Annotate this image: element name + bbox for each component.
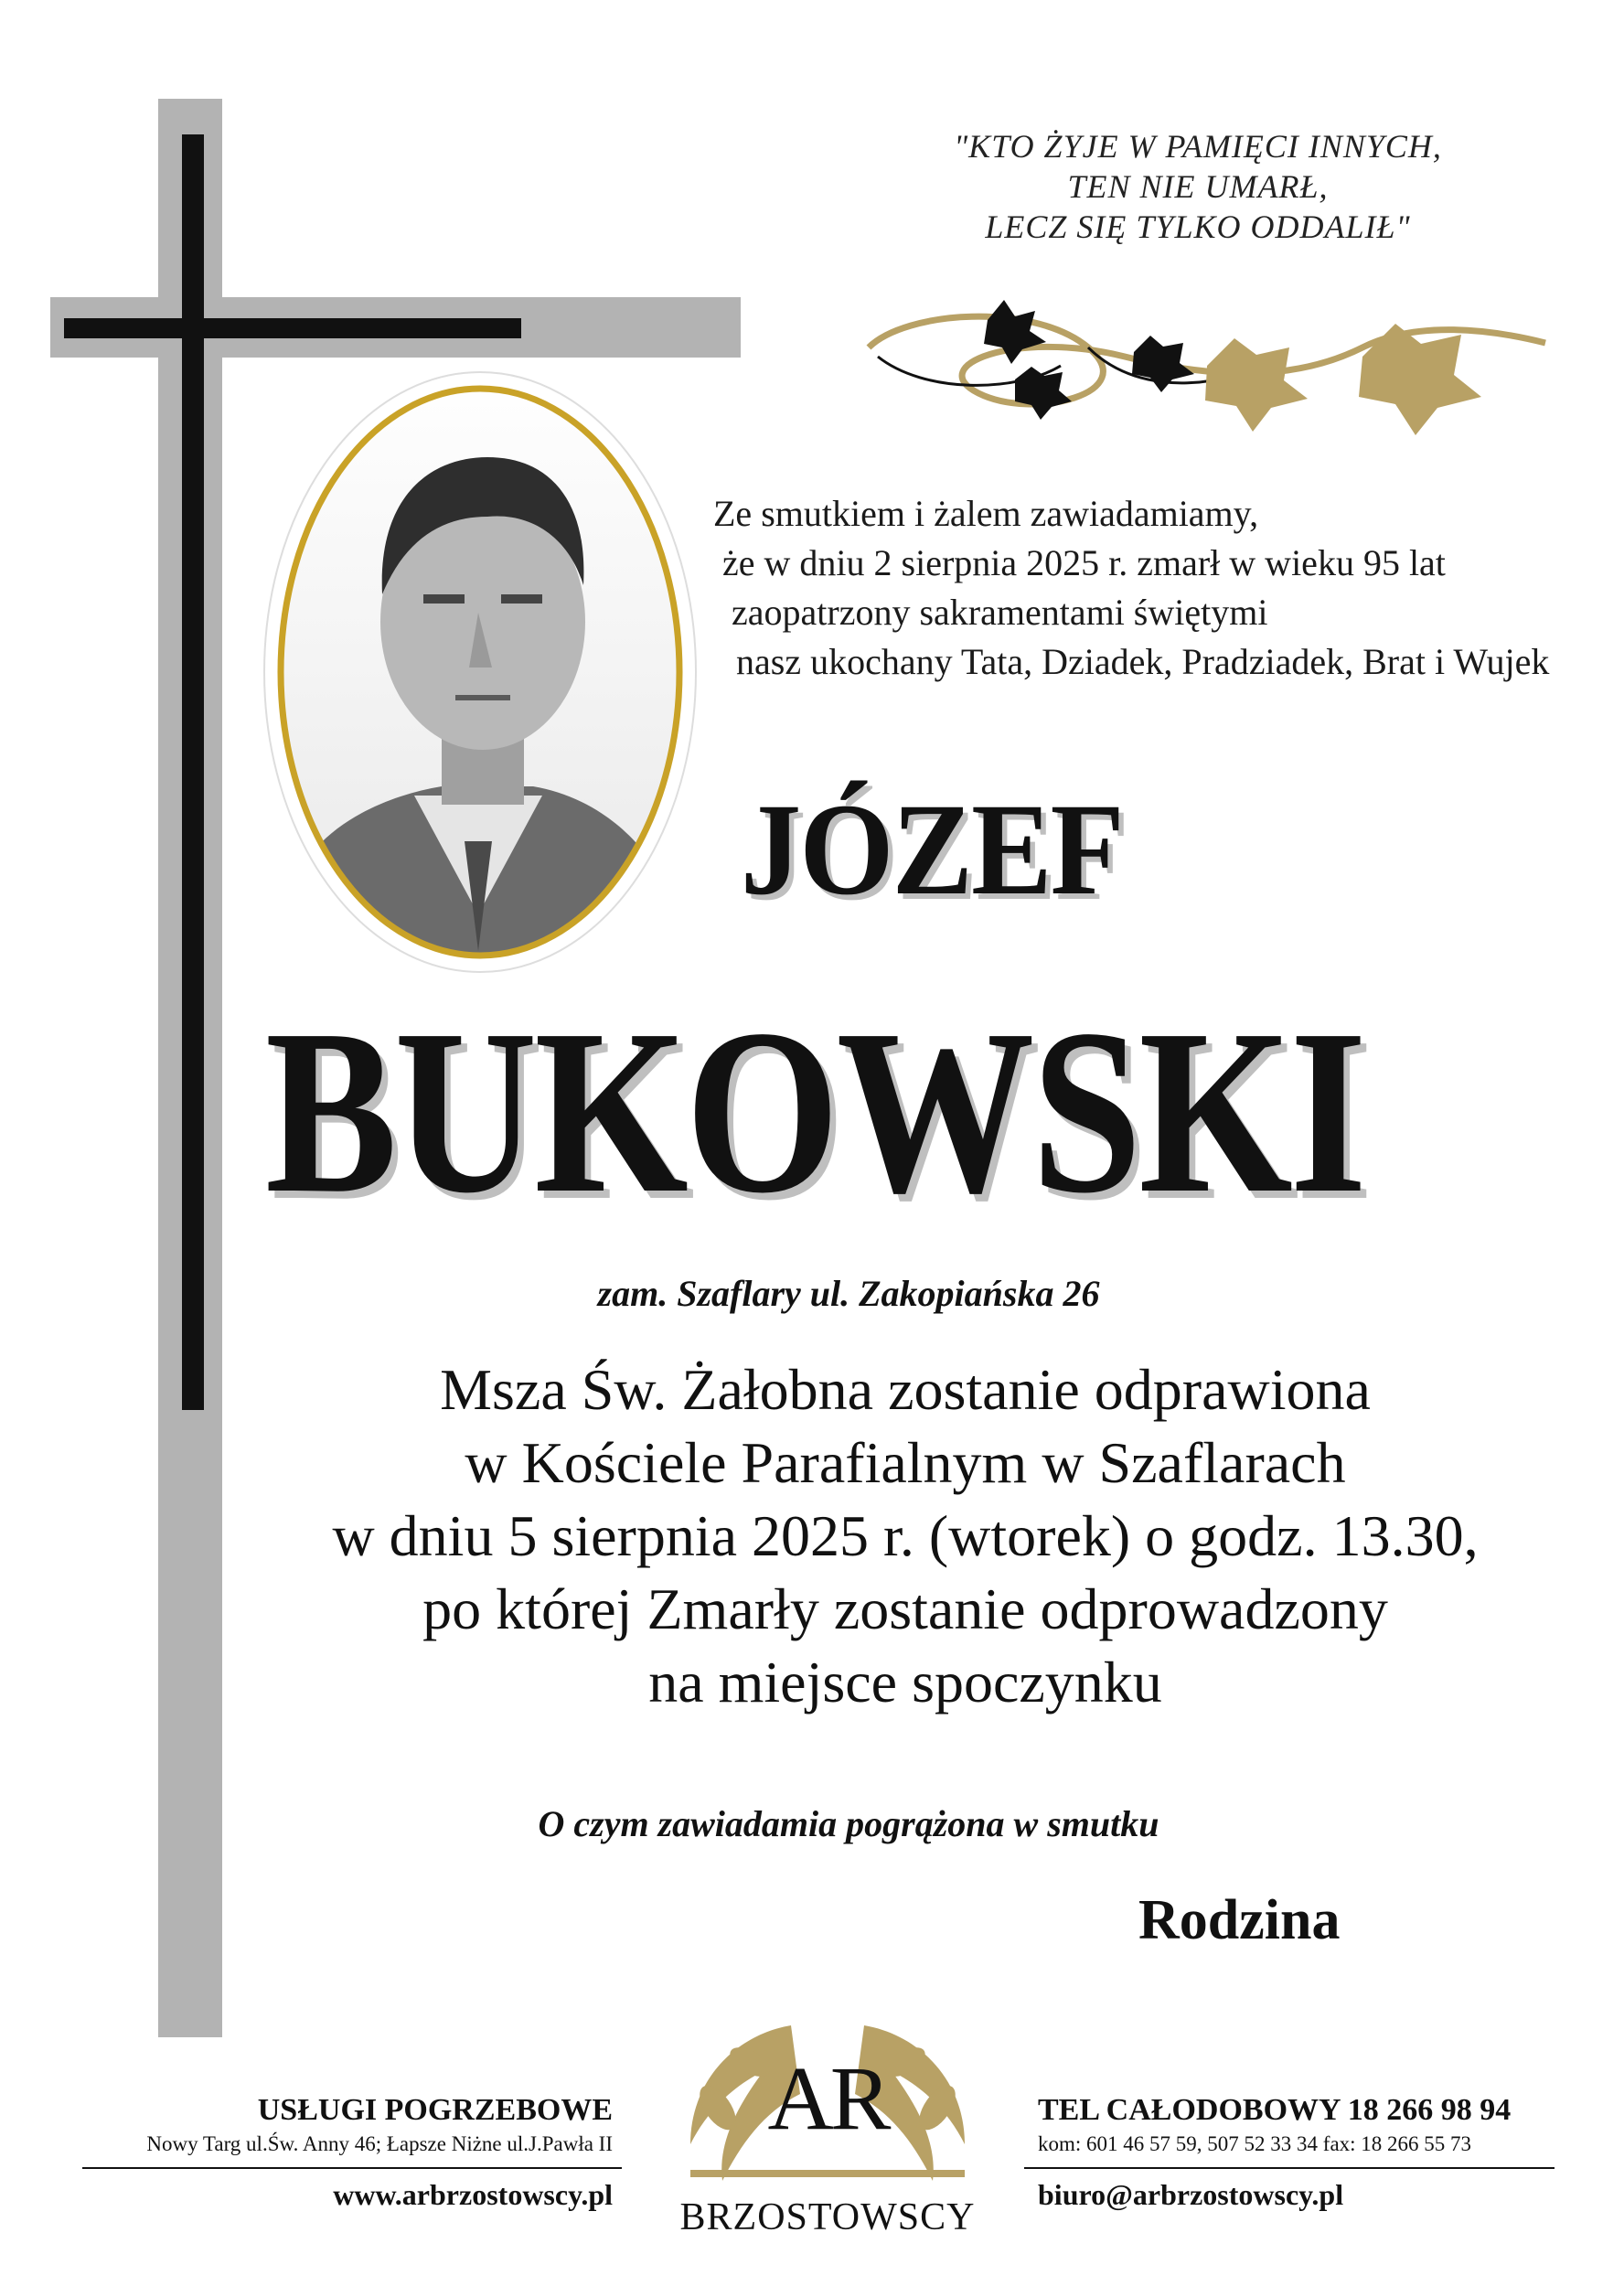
email-link[interactable]: biuro@arbrzostowscy.pl (1038, 2178, 1344, 2211)
cross-icon-inner-arm (64, 318, 521, 338)
company-logo-name: BRZOSTOWSCY (679, 2196, 976, 2238)
mass-line-5: na miejsce spoczynku (648, 1650, 1162, 1714)
phone-24h: TEL CAŁODOBOWY 18 266 98 94 (1038, 2093, 1512, 2127)
announcement-intro (704, 489, 1582, 687)
closing-informs-row (0, 1801, 1624, 1847)
phone-numbers: kom: 601 46 57 59, 507 52 33 34 fax: 18 266 55 73 (1038, 2132, 1472, 2155)
funeral-services-address: Nowy Targ ul.Św. Anny 46; Łapsze Niżne ul.J.Pawła II (146, 2132, 613, 2155)
quote-line-1: "KTO ŻYJE W PAMIĘCI INNYCH, (954, 128, 1442, 165)
closing-family: Rodzina (1138, 1889, 1341, 1951)
deceased-photo (259, 366, 702, 978)
deceased-address-row (0, 1271, 1624, 1317)
quote-line-2: TEN NIE UMARŁ, (1067, 168, 1329, 205)
deceased-surname: BUKOWSKI (265, 980, 1364, 1242)
intro-line-3: zaopatrzony sakramentami świętymi (732, 592, 1268, 633)
website-link[interactable]: www.arbrzostowscy.pl (333, 2178, 613, 2211)
mass-line-4: po której Zmarły zostanie odprowadzony (422, 1576, 1388, 1641)
deceased-address: zam. Szaflary ul. Zakopiańska 26 (597, 1273, 1100, 1314)
deceased-first-name: JÓZEF (741, 777, 1123, 923)
quote-line-3: LECZ SIĘ TYLKO ODDALIŁ" (985, 208, 1411, 245)
mass-line-2: w Kościele Parafialnym w Szaflarach (465, 1430, 1346, 1495)
memorial-quote (805, 126, 1591, 247)
funeral-services-title: USŁUGI POGRZEBOWE (257, 2093, 613, 2127)
footer-left-divider (82, 2167, 622, 2169)
funeral-mass-info (210, 1353, 1600, 1719)
intro-line-1: Ze smutkiem i żalem zawiadamiamy, (713, 493, 1259, 534)
vine-leaf-ornament-icon (850, 293, 1573, 457)
company-logo-monogram: AR (767, 2047, 888, 2149)
closing-informs: O czym zawiadamia pogrążona w smutku (538, 1803, 1159, 1844)
mass-line-1: Msza Św. Żałobna zostanie odprawiona (440, 1357, 1371, 1422)
mass-line-3: w dniu 5 sierpnia 2025 r. (wtorek) o godz. 13.30, (332, 1503, 1479, 1568)
intro-line-4: nasz ukochany Tata, Dziadek, Pradziadek, Brat i Wujek (736, 641, 1550, 682)
footer-right-divider (1024, 2167, 1555, 2169)
intro-line-2: że w dniu 2 sierpnia 2025 r. zmarł w wieku 95 lat (722, 542, 1446, 583)
